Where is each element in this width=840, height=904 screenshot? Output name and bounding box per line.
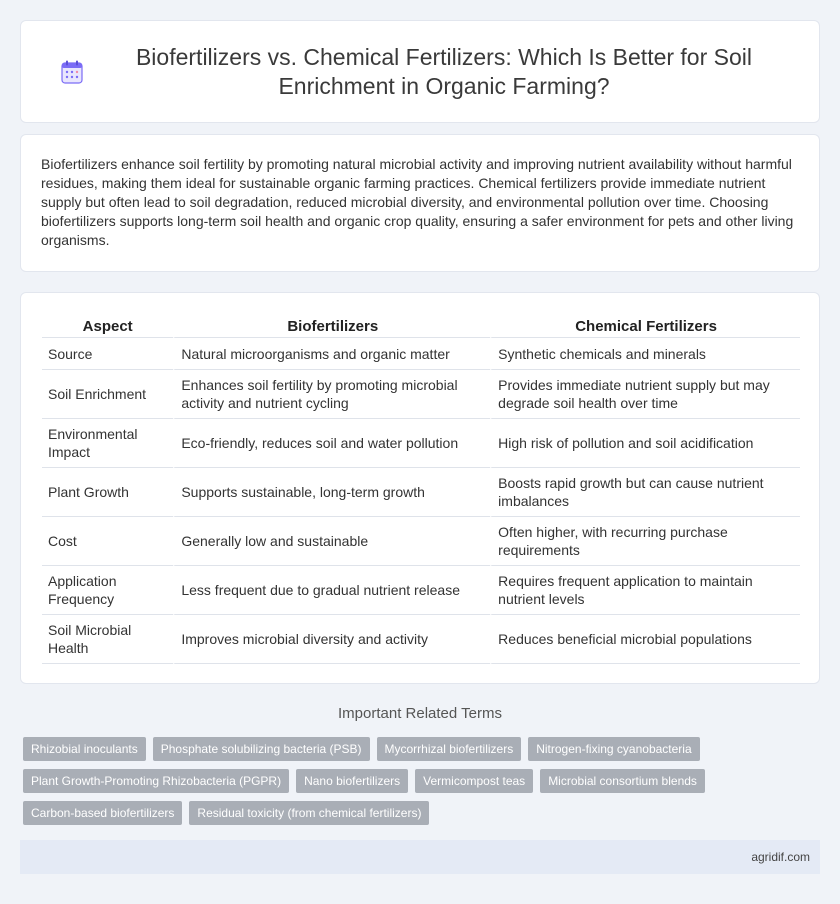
- related-term-tag[interactable]: Plant Growth-Promoting Rhizobacteria (PGPR): [23, 769, 289, 793]
- related-term-tag[interactable]: Microbial consortium blends: [540, 769, 705, 793]
- table-cell-chemical: Often higher, with recurring purchase requirements: [490, 517, 800, 566]
- table-row: [42, 615, 800, 664]
- table-cell-aspect: Environmental Impact: [42, 419, 173, 468]
- table-cell-biofertilizers: Supports sustainable, long-term growth: [173, 468, 490, 517]
- table-cell-chemical: Requires frequent application to maintain nutrient levels: [490, 566, 800, 615]
- table-header-row: [42, 313, 800, 338]
- header-chemical-fertilizers: Chemical Fertilizers: [490, 313, 800, 338]
- table-cell-aspect: Soil Microbial Health: [42, 615, 173, 664]
- title-wrap: [21, 21, 819, 122]
- table-cell-aspect: Plant Growth: [42, 468, 173, 517]
- related-term-tag[interactable]: Nitrogen-fixing cyanobacteria: [528, 737, 699, 761]
- table-cell-chemical: Provides immediate nutrient supply but may degrade soil health over time: [490, 370, 800, 419]
- related-terms-list: [23, 737, 823, 833]
- table-row: [42, 338, 800, 370]
- table-cell-aspect: Soil Enrichment: [42, 370, 173, 419]
- comparison-table: [42, 313, 800, 664]
- table-cell-biofertilizers: Natural microorganisms and organic matter: [173, 338, 490, 370]
- comparison-card: [20, 292, 820, 684]
- table-cell-biofertilizers: Eco-friendly, reduces soil and water pollution: [173, 419, 490, 468]
- table-row: [42, 370, 800, 419]
- related-term-tag[interactable]: Phosphate solubilizing bacteria (PSB): [153, 737, 370, 761]
- table-row: [42, 419, 800, 468]
- calendar-icon: [61, 60, 83, 84]
- footer: [20, 840, 820, 874]
- related-term-tag[interactable]: Nano biofertilizers: [296, 769, 408, 793]
- related-terms-heading: Important Related Terms: [338, 705, 502, 722]
- table-cell-chemical: Synthetic chemicals and minerals: [490, 338, 800, 370]
- title-card: [20, 20, 820, 123]
- table-cell-biofertilizers: Less frequent due to gradual nutrient release: [173, 566, 490, 615]
- header-aspect: Aspect: [42, 313, 173, 338]
- related-term-tag[interactable]: Carbon-based biofertilizers: [23, 801, 182, 825]
- table-cell-chemical: Boosts rapid growth but can cause nutrient imbalances: [490, 468, 800, 517]
- related-term-tag[interactable]: Mycorrhizal biofertilizers: [377, 737, 522, 761]
- page-title: Biofertilizers vs. Chemical Fertilizers: Which Is Better for Soil Enrichment in Organic Farming?: [135, 43, 753, 99]
- related-term-tag[interactable]: Rhizobial inoculants: [23, 737, 146, 761]
- related-term-tag[interactable]: Vermicompost teas: [415, 769, 533, 793]
- table-cell-biofertilizers: Generally low and sustainable: [173, 517, 490, 566]
- table-row: [42, 566, 800, 615]
- table-cell-chemical: Reduces beneficial microbial populations: [490, 615, 800, 664]
- header-biofertilizers: Biofertilizers: [173, 313, 490, 338]
- table-row: [42, 468, 800, 517]
- table-row: [42, 517, 800, 566]
- table-cell-chemical: High risk of pollution and soil acidification: [490, 419, 800, 468]
- related-term-tag[interactable]: Residual toxicity (from chemical fertilizers): [189, 801, 429, 825]
- summary-text: Biofertilizers enhance soil fertility by promoting natural microbial activity and improving nutrient availability without harmful residues, making them ideal for sustainable organic farming practices. Chemical fertilizers provide immediate nutrient supply but often lead to soil degradation, reduced microbial diversity, and environmental pollution over time. Choosing biofertilizers supports long-term soil health and organic crop quality, ensuring a safer environment for pets and other living organisms.: [41, 156, 794, 248]
- table-cell-biofertilizers: Enhances soil fertility by promoting microbial activity and nutrient cycling: [173, 370, 490, 419]
- table-cell-aspect: Cost: [42, 517, 173, 566]
- table-cell-aspect: Source: [42, 338, 173, 370]
- summary-card: [20, 134, 820, 272]
- footer-site-link[interactable]: agridif.com: [751, 850, 810, 864]
- table-cell-biofertilizers: Improves microbial diversity and activity: [173, 615, 490, 664]
- table-cell-aspect: Application Frequency: [42, 566, 173, 615]
